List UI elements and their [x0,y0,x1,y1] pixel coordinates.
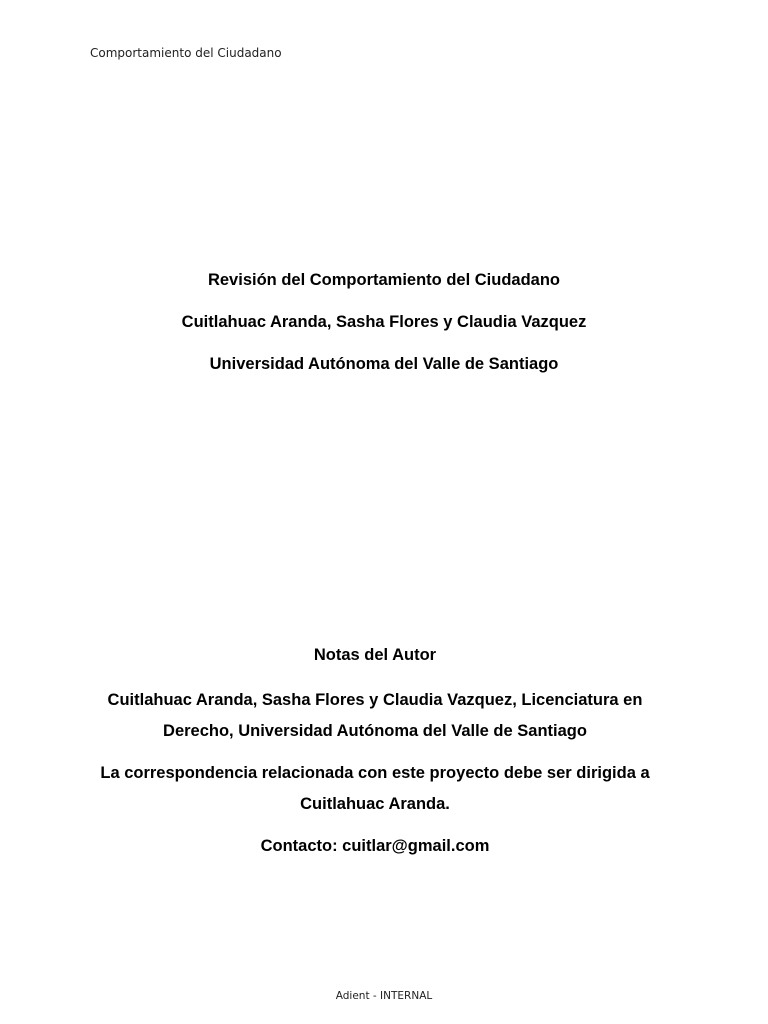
author-note-section [84,645,666,873]
institution-name: Universidad Autónoma del Valle de Santiago [209,355,559,373]
correspondence-note: La correspondencia relacionada con este proyecto debe ser dirigida a Cuitlahuac Aranda. [100,764,650,813]
author-affiliation: Cuitlahuac Aranda, Sasha Flores y Claudia Vazquez, Licenciatura en Derecho, Universidad Autónoma del Valle de Santiago [107,691,643,740]
running-header: Comportamiento del Ciudadano [90,46,282,60]
author-names: Cuitlahuac Aranda, Sasha Flores y Claudia Vazquez [181,313,587,331]
contact-line: Contacto: cuitlar@gmail.com [260,837,490,855]
title-block [0,270,768,396]
author-note-heading: Notas del Autor [313,646,437,664]
paper-title: Revisión del Comportamiento del Ciudadano [207,271,561,289]
classification-footer: Adient - INTERNAL [335,990,433,1002]
